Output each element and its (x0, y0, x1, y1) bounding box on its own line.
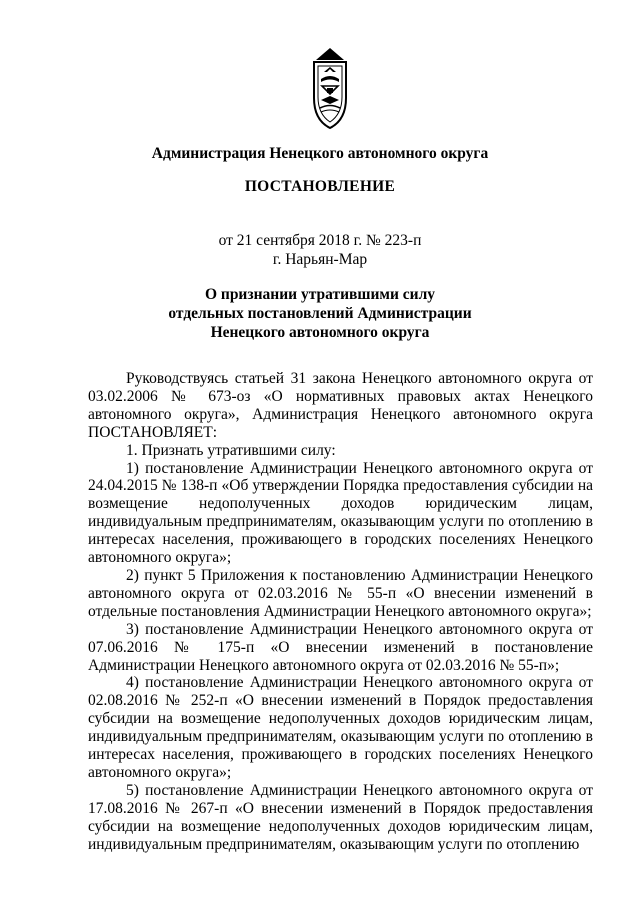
item-3: 3) постановление Администрации Ненецкого автономного округа от 07.06.2016 № 175-п «О внесении изменений в постановление Администрации Ненецкого автономного округа от 02.03.2016 № 55-п»; (88, 620, 593, 674)
document-body (88, 370, 593, 853)
coat-of-arms-icon (300, 42, 360, 132)
clause-1: 1. Признать утратившими силу: (126, 441, 336, 459)
document-city: г. Нарьян-Мар (272, 251, 368, 268)
item-5: 5) постановление Администрации Ненецкого автономного округа от 17.08.2016 № 267-п «О внесении изменений в Порядок предоставления субсидии на возмещение недополученных доходов юридическим лицам, индивидуальным предпринимателям, оказывающим услуги по отоплению (88, 781, 593, 853)
document-date-number: от 21 сентября 2018 г. № 223-п (218, 232, 422, 249)
item-4: 4) постановление Администрации Ненецкого автономного округа от 02.08.2016 № 252-п «О внесении изменений в Порядок предоставления субсидии на возмещение недополученных доходов юридическим лицам, индивидуальным предпринимателям, оказывающим услуги по отоплению в интересах населения, проживающего в городских поселениях Ненецкого автономного округа»; (88, 674, 593, 781)
document-title-line-3: Ненецкого автономного округа (210, 324, 430, 341)
item-1: 1) постановление Администрации Ненецкого автономного округа от 24.04.2015 № 138-п «Об утверждении Порядка предоставления субсидии на возмещение недополученных доходов юридическим лицам, индивидуальным предпринимателям, оказывающим услуги по отоплению в интересах населения, проживающего в городских поселениях Ненецкого автономного округа»; (88, 459, 593, 567)
document-title-line-1: О признании утратившими силу (204, 286, 436, 303)
document-title-line-2: отдельных постановлений Администрации (168, 305, 472, 322)
item-2: 2) пункт 5 Приложения к постановлению Администрации Ненецкого автономного округа от 02.03.2016 № 55-п «О внесении изменений в отдельные постановления Администрации Ненецкого автономного округа»; (88, 566, 593, 620)
preamble-paragraph: Руководствуясь статьей 31 закона Ненецкого автономного округа от 03.02.2006 № 673-оз «О нормативных правовых актах Ненецкого автономного округа», Администрация Ненецкого автономного округа ПОСТАНОВЛЯЕТ: (88, 370, 593, 441)
document-type: ПОСТАНОВЛЕНИЕ (244, 178, 396, 195)
organization-name: Администрация Ненецкого автономного округа (151, 145, 489, 162)
